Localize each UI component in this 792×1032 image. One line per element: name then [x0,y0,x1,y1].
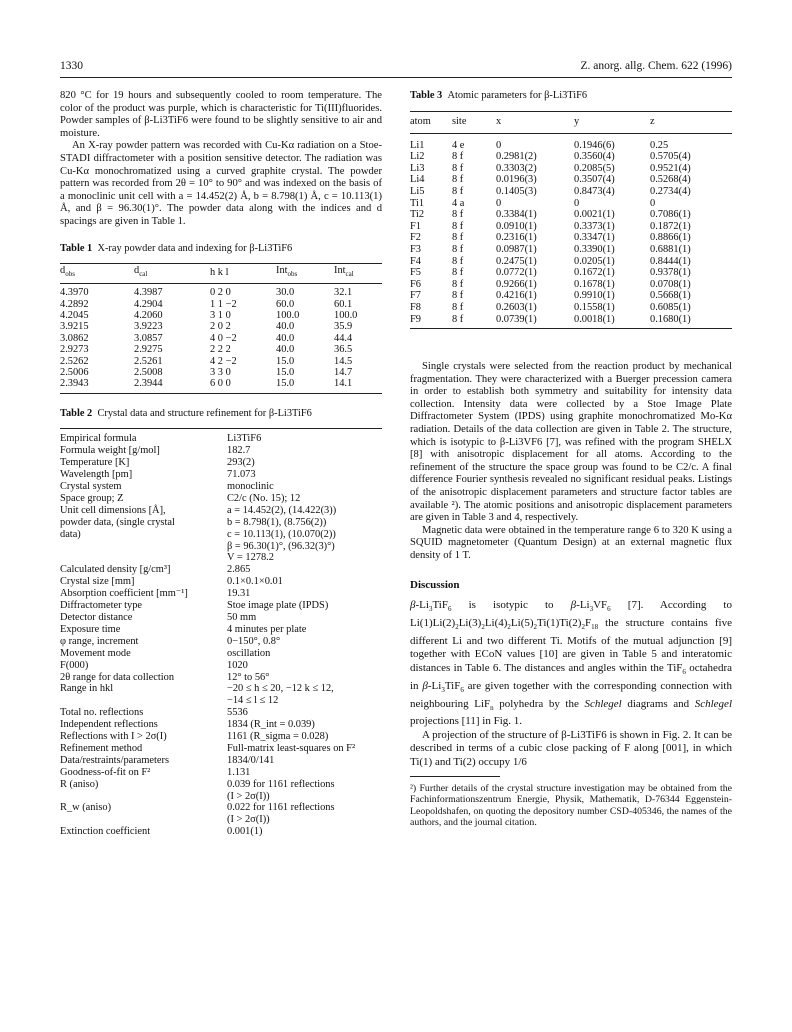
table-cell: Calculated density [g/cm³] [60,564,171,576]
table-cell: Formula weight [g/mol] [60,445,160,457]
table-cell: Refinement method [60,742,143,754]
table-cell: Li2 [410,151,425,163]
col-header: z [650,115,655,127]
table-cell: 15.0 [276,378,295,390]
table-cell: −14 ≤ l ≤ 12 [227,695,279,707]
table-cell: oscillation [227,647,271,659]
table-cell: 8 f [452,185,464,197]
table-cell: 0.5705(4) [650,151,691,163]
table-row [60,731,382,743]
table-row [410,267,732,279]
table-cell: 0.5668(1) [650,290,691,302]
table-row [60,707,382,719]
table-row [60,541,382,553]
table-cell: 32.1 [334,287,353,299]
table-row [60,576,382,588]
table3-caption: Table 3 Atomic parameters for β-Li3TiF6 [410,90,588,101]
table-cell: 0.0021(1) [574,209,615,221]
table-cell: 8 f [452,278,464,290]
table-cell: 0.8866(1) [650,232,691,244]
table-cell: 4 a [452,197,465,209]
table-row [60,767,382,779]
table-cell: 1161 (R_sigma = 0.028) [227,731,329,743]
table-cell: 0 [496,197,502,209]
table-cell: 1.131 [227,766,251,778]
table-cell: 0.8473(4) [574,185,615,197]
table-cell: 35.9 [334,321,353,333]
table-cell: 0.9266(1) [496,278,537,290]
col-header: x [496,115,502,127]
table-cell: data) [60,528,81,540]
table-row [60,299,382,310]
table-cell: 0.3384(1) [496,209,537,221]
table-cell: 2.9273 [60,344,89,356]
table-row [410,209,732,221]
table-cell: Data/restraints/parameters [60,754,170,766]
right-column [410,90,732,829]
table-cell: Ti1 [410,197,425,209]
table-cell: 8 f [452,301,464,313]
table-row [60,660,382,672]
table-cell: b = 8.798(1), (8.756(2)) [227,516,327,528]
table-cell: 3.0857 [134,332,163,344]
table-row [60,826,382,838]
table-row [60,612,382,624]
table-cell: 0.2603(1) [496,301,537,313]
table-cell: 1 1 −2 [210,298,237,310]
table-cell: Full-matrix least-squares on F² [227,742,356,754]
table-cell: Exposure time [60,623,121,635]
page-number: 1330 [60,60,83,72]
table-cell: 8 f [452,174,464,186]
table-cell: 0.2734(4) [650,185,691,197]
table-row [60,378,382,389]
table-row [60,493,382,505]
table-cell: 36.5 [334,344,353,356]
table-cell: F(000) [60,659,89,671]
table-cell: 0.3373(1) [574,220,615,232]
table-cell: 12° to 56° [227,671,270,683]
discussion-paragraph-2: A projection of the structure of β-Li3TiF6 is shown in Fig. 2. It can be described in terms of a cubic close packing of F along [001], in which Ti(1) and Ti(2) occupy 1/6 [410,728,732,769]
table-cell: Ti2 [410,209,425,221]
table-cell: 0.1672(1) [574,267,615,279]
table-cell: Li4 [410,174,425,186]
table-row [60,367,382,378]
table-cell [60,814,227,826]
table-cell: 0.0772(1) [496,267,537,279]
table-cell: 0.2475(1) [496,255,537,267]
table-cell [60,791,227,803]
col-header: $d_{cal}$ [134,265,148,279]
col-header: atom [410,115,431,127]
table-cell: Detector distance [60,611,133,623]
table-cell: 2 2 2 [210,344,231,356]
table-cell: 0.0910(1) [496,220,537,232]
table1-caption: Table 1 X-ray powder data and indexing for β-Li3TiF6 [60,242,293,254]
table-cell: 2.5006 [60,366,89,378]
table-row [60,564,382,576]
table-cell: F4 [410,255,421,267]
table-cell: 0−150°, 0.8° [227,635,281,647]
table-row [410,244,732,256]
table-row [60,517,382,529]
table-cell: 0.1405(3) [496,185,537,197]
table-row [60,779,382,791]
table-cell: 0 [650,197,656,209]
table-cell: 8 f [452,267,464,279]
table-cell: 8 f [452,220,464,232]
table1 [60,264,382,390]
table-cell: 0.3390(1) [574,243,615,255]
table-cell: 2 0 2 [210,321,231,333]
table-cell: 2.5261 [134,355,163,367]
table-cell: 182.7 [227,445,251,457]
table-row [60,552,382,564]
table-cell: Li5 [410,185,425,197]
table3-header-row [410,112,732,132]
table-cell: 0.5268(4) [650,174,691,186]
table-cell: 0.2316(1) [496,232,537,244]
table-cell: F5 [410,267,421,279]
table-cell: c = 10.113(1), (10.070(2)) [227,528,336,540]
table-cell: 8 f [452,209,464,221]
intro-paragraph: 820 °C for 19 hours and subsequently cooled to room temperature. The color of the product was purple, which is characteristic for Ti(III)fluorides. Powder samples of β-Li3TiF6 were found to be slightly sensitive to air and moisture. [60,90,382,139]
table-cell: 8 f [452,290,464,302]
table-cell: 40.0 [276,321,295,333]
table-cell: 1020 [227,659,248,671]
table-cell: 4.2892 [60,298,89,310]
table-cell: 30.0 [276,287,295,299]
table-cell: Crystal size [mm] [60,576,135,588]
table-row [60,695,382,707]
table-cell: 3 3 0 [210,366,231,378]
table-row [410,279,732,291]
table-cell: 60.1 [334,298,353,310]
table-row [410,186,732,198]
table-row [60,445,382,457]
table-cell: 0.4216(1) [496,290,537,302]
table-row [410,174,732,186]
table-row [60,529,382,541]
table-cell: V = 1278.2 [227,552,274,564]
table-row [60,356,382,367]
powder-paragraph: An X-ray powder pattern was recorded with Cu-Kα radiation on a Stoe-STADI diffractometer with a position sensitive detector. The radiation was Cu-Kα monochromatized using a curved graphite crystal. The powder pattern was recorded from 2θ = 10° to 90° and was indexed on the basis of a monoclinic unit cell with a = 14.452(2) Å, b = 8.798(1) Å, c = 10.113(1) Å, and β = 96.30(1)°. The powder data along with the indices and d spacings are given in Table 1. [60,140,382,227]
table-row [60,624,382,636]
table-cell: 0.1678(1) [574,278,615,290]
table-cell: 0.8444(1) [650,255,691,267]
table-cell: Reflections with I > 2σ(I) [60,731,167,743]
col-header: $d_{obs}$ [60,265,75,279]
table-cell: 2.9275 [134,344,163,356]
table-cell: 0.0196(3) [496,174,537,186]
table-cell: F3 [410,243,421,255]
table-cell: 0.0739(1) [496,313,537,325]
table-cell: F8 [410,301,421,313]
table-cell: 44.4 [334,332,353,344]
left-column [60,90,382,838]
table-cell: Goodness-of-fit on F² [60,766,151,778]
col-header: Int$_{obs}$ [276,265,298,279]
table-row [60,802,382,814]
table-cell: 0.9910(1) [574,290,615,302]
table-cell: F9 [410,313,421,325]
discussion-paragraph-1: $\beta-Li_3TiF_6$ is isotypic to $\beta-Li_3VF_6$ [7]. According to $Li(1)Li(2)_2Li(3)_2Li(4)_2Li(5)_2Ti(1)Ti(2)_2F_{18}$ the structure contains five different Li and two different Ti. Motifs of the mutual adjunction [9] together with ECoN values [10] are given in Table 5 and interatomic distances in Table 6. The distances and angles within the TiF$_6$ octahedra in $\beta-Li_3TiF_6$ are given together with the corresponding connection with neighbouring LiF$_n$ polyhedra by the Schlegel diagrams and Schlegel projections [11] in Fig. 1. [410,599,732,728]
table-cell: 0.9378(1) [650,267,691,279]
table-cell: 14.1 [334,378,353,390]
table-row [60,344,382,355]
table-cell: 0.3347(1) [574,232,615,244]
table-cell: 40.0 [276,344,295,356]
table-cell: φ range, increment [60,635,139,647]
table-cell: 4 minutes per plate [227,623,307,635]
table-cell: 0.1946(6) [574,139,615,151]
table-cell: 15.0 [276,366,295,378]
table-cell: 0 2 0 [210,287,231,299]
table2-caption: Table 2 Crystal data and structure refinement for β-Li3TiF6 [60,407,312,419]
table-row [60,505,382,517]
table-cell: 8 f [452,232,464,244]
footnote-rule [410,776,500,777]
table-cell: 2.3944 [134,378,163,390]
table-cell: 0.7086(1) [650,209,691,221]
col-header: y [574,115,580,127]
table-cell: 1834/0/141 [227,754,275,766]
table-cell: (I > 2σ(I)) [227,814,270,826]
table-cell: R_w (aniso) [60,802,112,814]
table-cell: 2.865 [227,564,251,576]
table-cell: 4.3987 [134,287,163,299]
table-row [60,672,382,684]
table-cell: 4.2904 [134,298,163,310]
table-cell: 8 f [452,151,464,163]
footnote: ²) Further details of the crystal structure investigation may be obtained from the Fachinformationszentrum Energie, Physik, Mathematik, D-76344 Eggenstein-Leopoldshafen, on quoting the depository number CSD-405346, the names of the authors, and the journal citation. [410,782,732,829]
table-cell: 8 f [452,162,464,174]
table-cell: Wavelength [pm] [60,469,133,481]
table-cell: 293(2) [227,457,255,469]
table-row [60,683,382,695]
table-cell: Unit cell dimensions [Å], [60,504,166,516]
table-row [60,719,382,731]
table-cell: 2.5008 [134,366,163,378]
table-row [60,814,382,826]
table-cell: 71.073 [227,469,256,481]
table-cell: 100.0 [334,309,358,321]
table-cell: Range in hkl [60,683,114,695]
table-cell: Empirical formula [60,433,137,445]
table-cell: 5536 [227,707,248,719]
table-cell: Absorption coefficient [mm⁻¹] [60,588,188,600]
table-cell: Independent reflections [60,719,158,731]
col-header: site [452,115,467,127]
table-cell: 0.25 [650,139,669,151]
table-cell: 0.0205(1) [574,255,615,267]
table-cell: 60.0 [276,298,295,310]
table3 [410,112,732,326]
table-cell: 3 1 0 [210,309,231,321]
table-cell: 0.3303(2) [496,162,537,174]
table-row [60,648,382,660]
table-cell: 14.7 [334,366,353,378]
table-cell: 0.001(1) [227,826,263,838]
table-row [60,791,382,803]
table-cell: 8 f [452,313,464,325]
header-rule [60,77,732,78]
col-header: h k l [210,267,229,279]
table-cell: 0.1×0.1×0.01 [227,576,283,588]
table-cell: 6 0 0 [210,378,231,390]
table-cell: Diffractometer type [60,600,143,612]
table-cell: 2.5262 [60,355,89,367]
table-row [60,469,382,481]
table-cell: R (aniso) [60,778,99,790]
table-cell: 0.039 for 1161 reflections [227,778,335,790]
page-header [60,60,732,78]
table-row [410,221,732,233]
table-cell: 8 f [452,255,464,267]
table-cell: F6 [410,278,421,290]
table-cell: Temperature [K] [60,457,130,469]
table-cell: 0.0018(1) [574,313,615,325]
table-row [60,636,382,648]
table-cell: 0.1680(1) [650,313,691,325]
table-row [60,481,382,493]
table-cell: C2/c (No. 15); 12 [227,492,301,504]
table-row [60,457,382,469]
table-cell: 0.6881(1) [650,243,691,255]
table-cell: 3.0862 [60,332,89,344]
table-row [60,755,382,767]
table-cell: a = 14.452(2), (14.422(3)) [227,504,337,516]
table-cell: Extinction coefficient [60,826,151,838]
table1-header-row [60,264,382,282]
table-cell: −20 ≤ h ≤ 20, −12 k ≤ 12, [227,683,334,695]
magnetic-paragraph: Magnetic data were obtained in the temperature range 6 to 320 K using a SQUID magnetometer (Quantum Design) at an external magnetic flux density of 1 T. [410,524,732,561]
table-cell [60,695,227,707]
table-cell: 19.31 [227,588,251,600]
table-cell: 0.3507(4) [574,174,615,186]
table-row [60,433,382,445]
table-cell: F7 [410,290,421,302]
table-cell: Li3TiF6 [227,433,262,445]
table-cell: powder data, (single crystal [60,516,175,528]
table-cell: 4 0 −2 [210,332,237,344]
table-row [60,321,382,332]
table-cell: 100.0 [276,309,300,321]
table-row [60,588,382,600]
table-cell: 0 [496,139,502,151]
table-cell: 40.0 [276,332,295,344]
table-cell: 3.9215 [60,321,89,333]
table-cell [60,552,227,564]
table-cell: 0.1558(1) [574,301,615,313]
table-row [410,140,732,152]
table-cell: 3.9223 [134,321,163,333]
table-cell: Stoe image plate (IPDS) [227,600,329,612]
table-row [60,333,382,344]
table-row [410,290,732,302]
table-cell: 4.2045 [60,309,89,321]
col-header: Int$_{cal}$ [334,265,354,279]
table-cell: F1 [410,220,421,232]
table-cell: Movement mode [60,647,131,659]
table-cell: (I > 2σ(I)) [227,790,270,802]
table-cell: 50 mm [227,611,257,623]
table-cell: 0.022 for 1161 reflections [227,802,335,814]
table-cell: 0.2981(2) [496,151,537,163]
table-row [410,256,732,268]
table-cell: 8 f [452,243,464,255]
table-cell: 2θ range for data collection [60,671,175,683]
table-cell: 0.1872(1) [650,220,691,232]
table-cell: 14.5 [334,355,353,367]
table-row [410,151,732,163]
table-cell: 0.0708(1) [650,278,691,290]
table-cell: 0.0987(1) [496,243,537,255]
table-cell: 2.3943 [60,378,89,390]
table-cell: β = 96.30(1)°, (96.32(3)°) [227,540,335,552]
table-cell: Space group; Z [60,492,124,504]
table-cell: 15.0 [276,355,295,367]
table-cell: 4.2060 [134,309,163,321]
table-cell: Crystal system [60,481,122,492]
table2 [60,433,382,838]
table-cell: 0.6085(1) [650,301,691,313]
table-row [60,287,382,298]
table-cell: Li3 [410,162,425,174]
table-cell: 0.2085(5) [574,162,615,174]
table-cell: 0 [574,197,580,209]
single-crystal-paragraph: Single crystals were selected from the reaction product by mechanical fragmentation. They were characterized with a Buerger precession camera in order to establish both symmetry and suitability for intensity data collection. Intensity data were collected by a Stoe Image Plate Diffractometer System (IPDS) using graphite monochromatized Mo-Kα radiation. Details of the data collection are given in Table 2. The structure, which is isotypic to β-Li3VF6 [7], was refined with the program SHELX [8] with anisotropic displacement for all atoms. According to the refinement of the structure the space group was found to be C2/c. A final difference Fourier synthesis revealed no significant residual peaks. Listings of the anisotropic displacement parameters and structure factor tables are available ²). The atomic positions and anisotropic displacement parameters are given in Table 3 and 4, respectively. [410,361,732,524]
table-cell: Li1 [410,139,425,151]
table-cell: 4.3970 [60,287,89,299]
table-row [410,198,732,210]
table-cell: 1834 (R_int = 0.039) [227,719,315,731]
table-row [410,302,732,314]
table-cell: 0.9521(4) [650,162,691,174]
discussion-heading: Discussion [410,578,460,591]
table-cell: 4 2 −2 [210,355,237,367]
table-row [410,163,732,175]
table-cell: monoclinic [227,481,274,492]
table-row [60,600,382,612]
table-cell: F2 [410,232,421,244]
table-cell: 0.3560(4) [574,151,615,163]
table-row [410,232,732,244]
table-cell: Total no. reflections [60,707,144,719]
table-cell: 4 e [452,139,465,151]
table-row [60,743,382,755]
table-row [410,314,732,326]
journal-citation: Z. anorg. allg. Chem. 622 (1996) [580,60,732,72]
table-row [60,310,382,321]
table-cell [60,541,227,553]
